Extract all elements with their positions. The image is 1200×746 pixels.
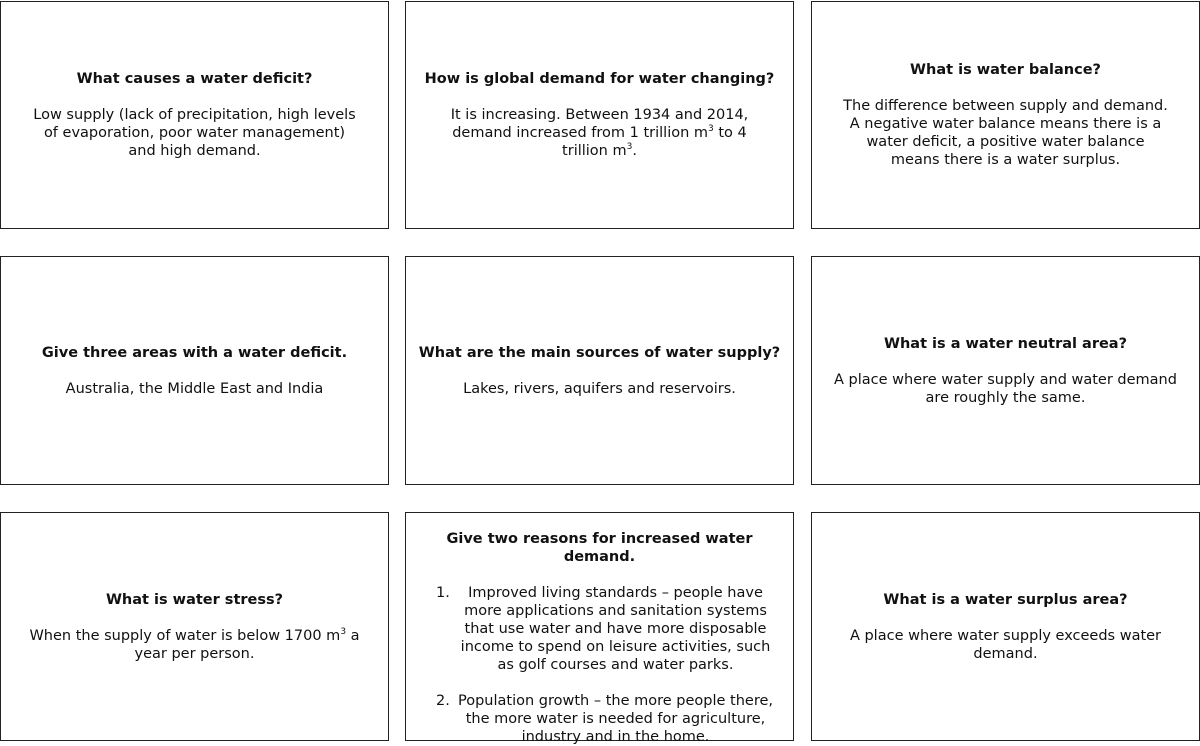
flashcard-water-stress [0,512,389,741]
card-answer: A place where water supply and water demand are roughly the same. [834,371,1177,406]
card-answer: Low supply (lack of precipitation, high levels of evaporation, poor water management) and high demand. [33,107,356,159]
card-question: Give three areas with a water deficit. [41,344,348,361]
flashcard-global-demand [405,1,794,229]
list-item [416,692,783,746]
card-question: What is a water neutral area? [883,335,1128,352]
card-answer: The difference between supply and demand. A negative water balance means there is a water deficit, a positive water balance means there is a water surplus. [843,98,1168,168]
flashcard-water-deficit-causes [0,1,389,229]
card-question: What is water stress? [105,591,284,608]
list-item-text: Population growth – the more people there, the more water is needed for agriculture, industry and in the home. [457,693,773,745]
superscript: 3 [708,124,714,135]
answer-text: It is increasing. Between 1934 and 2014, demand increased from 1 trillion m [450,107,749,141]
reasons-list [416,584,783,746]
flashcard-water-balance [811,1,1200,229]
flashcard-demand-reasons [405,512,794,745]
superscript: 3 [626,142,633,153]
flashcard-supply-sources [405,256,794,485]
card-question: What causes a water deficit? [76,71,313,87]
card-question: What are the main sources of water supply? [418,344,781,361]
card-answer [11,627,378,663]
superscript: 3 [340,626,347,637]
card-question: Give two reasons for increased water demand. [446,531,753,565]
card-answer: Australia, the Middle East and India [65,380,324,397]
card-answer [416,106,783,160]
card-question: How is global demand for water changing? [424,71,775,87]
answer-text: . [632,143,637,159]
list-number: 2. [436,693,450,709]
flashcard-water-neutral [811,256,1200,485]
list-item [416,584,783,674]
answer-text: to 4 trillion m [562,125,747,159]
answer-text: When the supply of water is below 1700 m [29,627,341,644]
list-item-text: Improved living standards – people have more applications and sanitation systems that use water and have more disposable income to spend on leisure activities, such as golf courses and water parks. [460,585,771,673]
card-answer: A place where water supply exceeds water demand. [849,627,1162,662]
flashcard-water-surplus [811,512,1200,741]
card-question: What is water balance? [910,62,1101,78]
flashcard-deficit-areas [0,256,389,485]
list-number: 1. [436,585,450,601]
card-question: What is a water surplus area? [883,591,1128,608]
answer-text: a year per person. [134,627,360,662]
card-answer: Lakes, rivers, aquifers and reservoirs. [463,380,736,397]
